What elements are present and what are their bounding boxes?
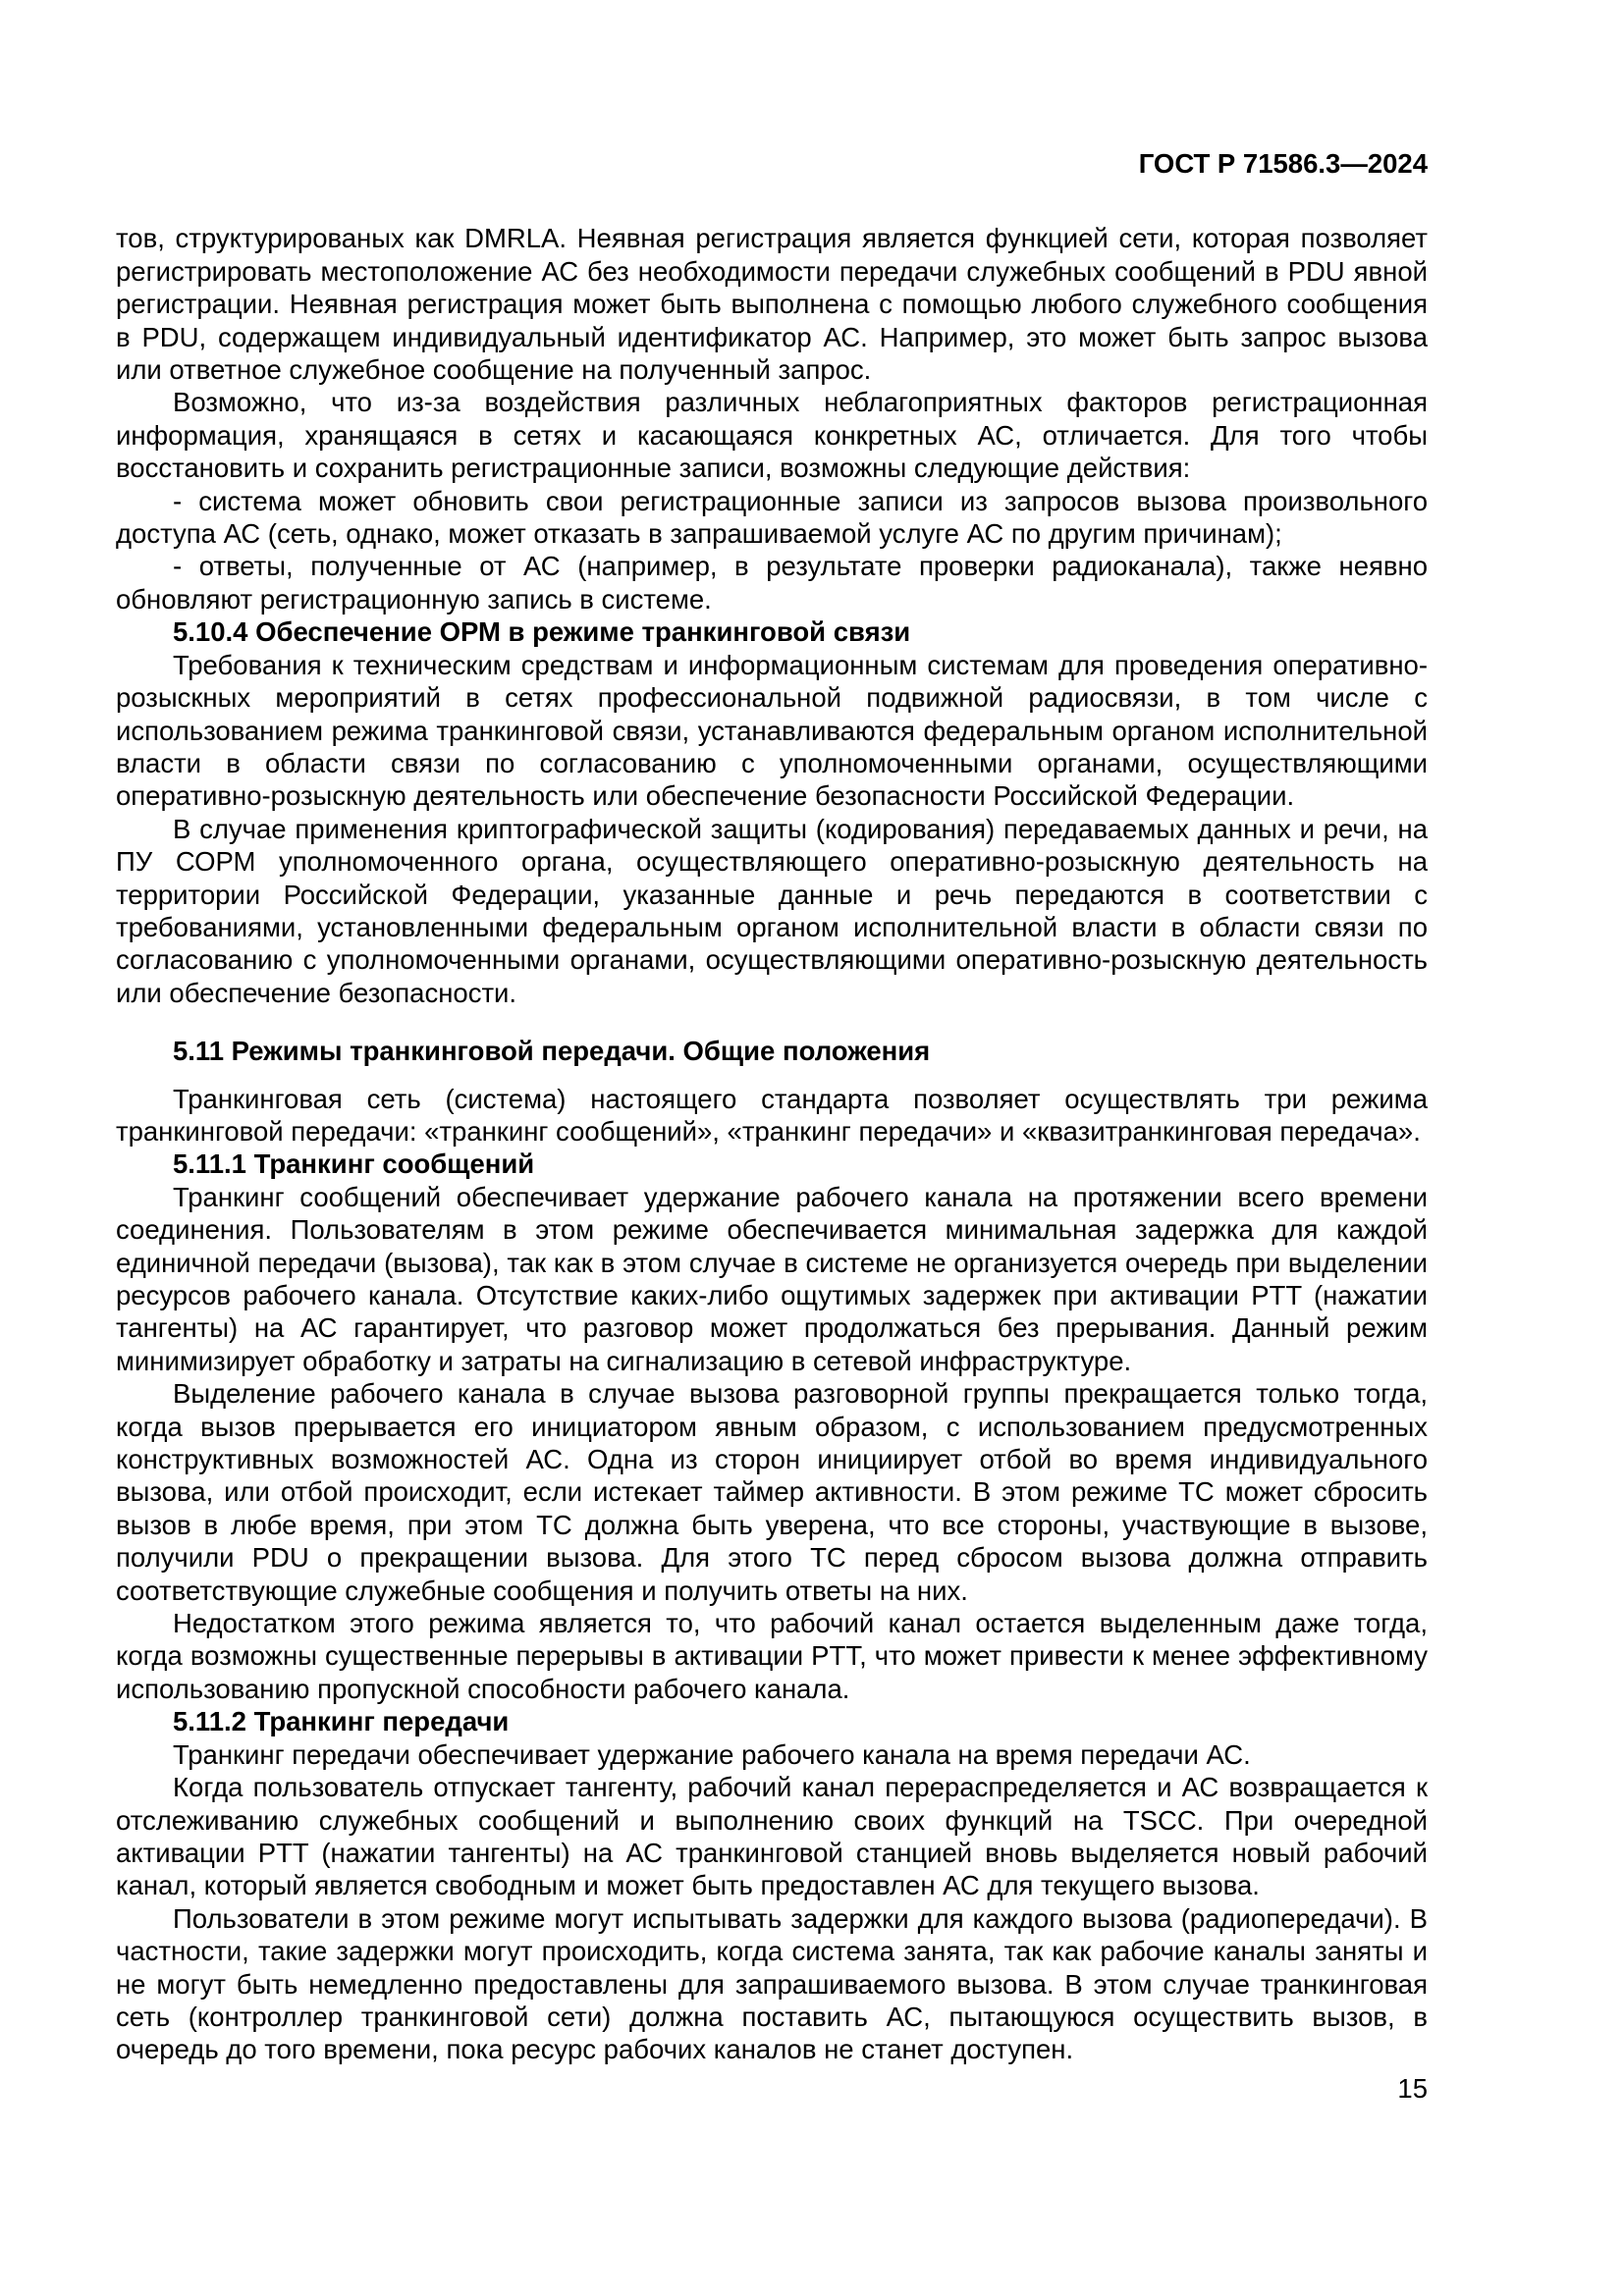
body-paragraph: Недостатком этого режима является то, что рабочий канал остается выделенным даже тогда, когда возможны существенные перерывы в активации PTT, что может привести к менее эффективному использованию пропускной способности рабочего канала. (116, 1608, 1428, 1704)
clause-heading-5-11-2: 5.11.2 Транкинг передачи (173, 1706, 510, 1737)
page-content (116, 147, 1428, 2105)
clause-heading-5-10-4: 5.10.4 Обеспечение ОРМ в режиме транкинговой связи (173, 616, 911, 648)
list-item: - система может обновить свои регистрационные записи из запросов вызова произвольного доступа АС (сеть, однако, может отказать в запрашиваемой услуге АС по другим причинам); (116, 485, 1428, 550)
body-paragraph: Транкинг сообщений обеспечивает удержание рабочего канала на протяжении всего времени соединения. Пользователям в этом режиме обеспечивается минимальная задержка для каждой единичной передачи (вызова), так как в этом случае в системе не организуется очередь при выделении ресурсов рабочего канала. Отсутствие каких-либо ощутимых задержек при активации PTT (нажатии тангенты) на АС гарантирует, что разговор может продолжаться без прерывания. Данный режим минимизирует обработку и затраты на сигнализацию в сетевой инфраструктуре. (116, 1181, 1428, 1376)
body-paragraph: Транкинг передачи обеспечивает удержание рабочего канала на время передачи АС. (173, 1738, 1251, 1770)
standard-designation: ГОСТ Р 71586.3—2024 (1138, 148, 1428, 179)
body-paragraph: Транкинговая сеть (система) настоящего стандарта позволяет осуществлять три режима транкинговой передачи: «транкинг сообщений», «транкинг передачи» и «квазитранкинговая передача». (116, 1083, 1428, 1147)
body-paragraph: Требования к техническим средствам и информационным системам для проведения оперативно-розыскных мероприятий в сетях профессиональной подвижной радиосвязи, в том числе с использованием режима транкинговой связи, устанавливаются федеральным органом исполнительной власти в области связи по согласованию с уполномоченными органами, осуществляющими оперативно-розыскную деятельность или обеспечение безопасности Российской Федерации. (116, 649, 1428, 812)
section-heading-5-11: 5.11 Режимы транкинговой передачи. Общие положения (173, 1036, 931, 1067)
body-paragraph: Возможно, что из-за воздействия различных неблагоприятных факторов регистрационная информация, хранящаяся в сетях и касающаяся конкретных АС, отличается. Для того чтобы восстановить и сохранить регистрационные записи, возможны следующие действия: (116, 387, 1428, 484)
list-item: - ответы, полученные от АС (например, в результате проверки радиоканала), также неявно обновляют регистрационную запись в системе. (116, 551, 1428, 614)
body-paragraph: Выделение рабочего канала в случае вызова разговорной группы прекращается только тогда, когда вызов прерывается его инициатором явным образом, с использованием предусмотренных конструктивных возможностей АС. Одна из сторон инициирует отбой во время индивидуального вызова, или отбой происходит, если истекает таймер активности. В этом режиме ТС может сбросить вызов в любе время, при этом ТС должна быть уверена, что все стороны, участвующие в вызове, получили PDU о прекращении вызова. Для этого ТС перед сбросом вызова должна отправить соответствующие служебные сообщения и получить ответы на них. (116, 1378, 1428, 1606)
body-paragraph-continuation: тов, структурированых как DMRLA. Неявная регистрация является функцией сети, которая позволяет регистрировать местоположение АС без необходимости передачи служебных сообщений в PDU явной регистрации. Неявная регистрация может быть выполнена с помощью любого служебного сообщения в PDU, содержащем индивидуальный идентификатор АС. Например, это может быть запрос вызова или ответное служебное сообщение на полученный запрос. (116, 223, 1428, 386)
page-number: 15 (1397, 2072, 1428, 2104)
body-paragraph: Когда пользователь отпускает тангенту, рабочий канал перераспределяется и АС возвращается к отслеживанию служебных сообщений и выполнению своих функций на TSCC. При очередной активации PTT (нажатии тангенты) на АС транкинговой станцией вновь выделяется новый рабочий канал, который является свободным и может быть предоставлен АС для текущего вызова. (116, 1772, 1428, 1901)
clause-heading-5-11-1: 5.11.1 Транкинг сообщений (173, 1148, 535, 1180)
body-paragraph: Пользователи в этом режиме могут испытывать задержки для каждого вызова (радиопередачи). В частности, такие задержки могут происходить, когда система занята, так как рабочие каналы заняты и не могут быть немедленно предоставлены для запрашиваемого вызова. В этом случае транкинговая сеть (контроллер транкинговой сети) должна поставить АС, пытающуюся осуществить вызов, в очередь до того времени, пока ресурс рабочих каналов не станет доступен. (116, 1902, 1428, 2065)
body-paragraph: В случае применения криптографической защиты (кодирования) передаваемых данных и речи, на ПУ СОРМ уполномоченного органа, осуществляющего оперативно-розыскную деятельность на территории Российской Федерации, указанные данные и речь передаются в соответствии с требованиями, установленными федеральным органом исполнительной власти в области связи по согласованию с уполномоченными органами, осуществляющими оперативно-розыскную деятельность или обеспечение безопасности. (116, 813, 1428, 1008)
